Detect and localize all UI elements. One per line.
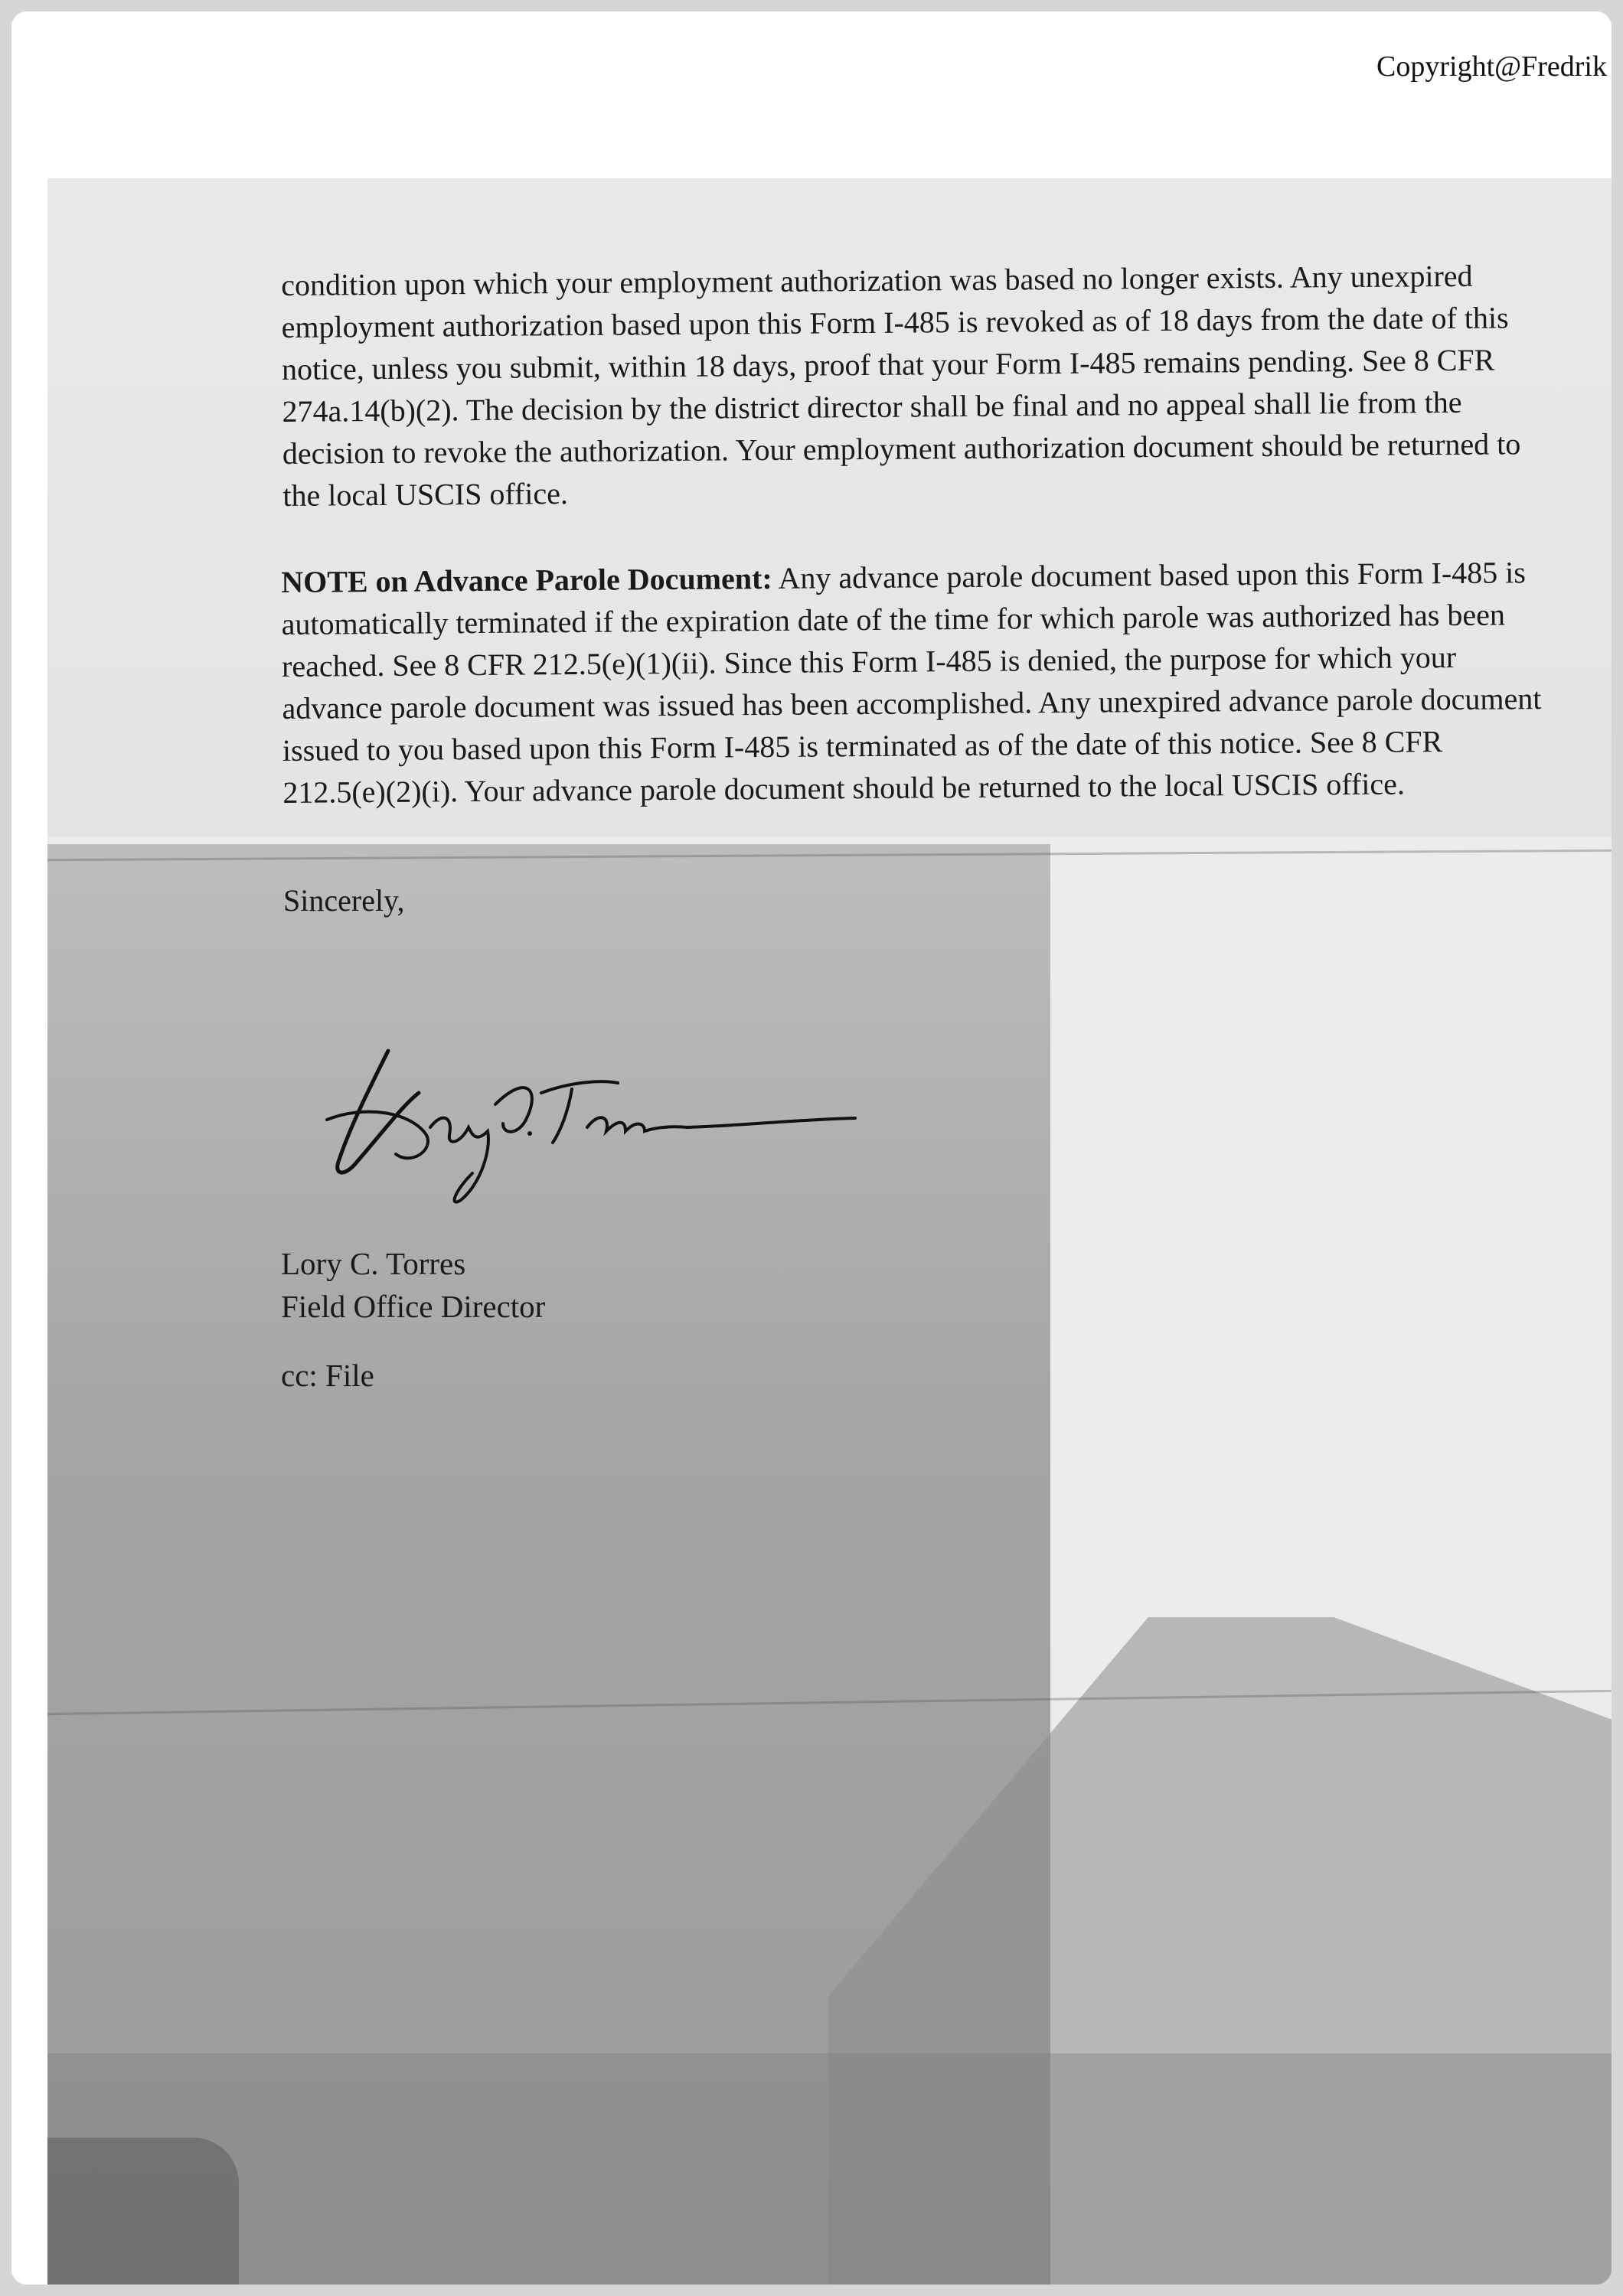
paragraph-line: condition upon which your employment authorization was based no longer exists. Any unexpired (281, 258, 1473, 302)
note-first-line: Any advance parole document based upon this Form I-485 is (772, 555, 1527, 595)
signer-block (281, 1242, 545, 1328)
paragraph-line: automatically terminated if the expiration date of the time for which parole was authorized has been (281, 597, 1506, 641)
paragraph-line: notice, unless you submit, within 18 days, proof that your Form I-485 remains pending. See 8 CFR (281, 342, 1495, 386)
paragraph-line: employment authorization based upon this Form I-485 is revoked as of 18 days from the date of this (281, 300, 1509, 344)
paragraph-line: advance parole document was issued has been accomplished. Any unexpired advance parole document (282, 681, 1542, 726)
note-heading: NOTE on Advance Parole Document: (281, 560, 772, 599)
signer-name: Lory C. Torres (281, 1246, 466, 1281)
handwritten-signature (296, 1020, 909, 1219)
paragraph-line: 212.5(e)(2)(i). Your advance parole document should be returned to the local USCIS office. (282, 766, 1406, 810)
closing-salutation: Sincerely, (283, 883, 405, 918)
paragraph-line: 274a.14(b)(2). The decision by the district director shall be final and no appeal shall lie from the (282, 384, 1462, 429)
paragraph-line: reached. See 8 CFR 212.5(e)(1)(ii). Since this Form I-485 is denied, the purpose for which your (281, 639, 1457, 683)
copyright-watermark: Copyright@Fredrik (1376, 51, 1607, 83)
page-frame (11, 11, 1612, 2285)
paragraph-line: issued to you based upon this Form I-485 is terminated as of the date of this notice. See 8 CFR (282, 724, 1443, 768)
employment-authorization-paragraph (281, 253, 1612, 517)
letter-photo (47, 178, 1612, 2285)
paragraph-line: the local USCIS office. (282, 476, 569, 513)
cc-line: cc: File (281, 1358, 374, 1393)
advance-parole-paragraph (281, 550, 1612, 814)
signer-title: Field Office Director (281, 1289, 546, 1324)
letter-text (47, 178, 1612, 2285)
paragraph-line: decision to revoke the authorization. Your employment authorization document should be returned to (282, 426, 1521, 471)
